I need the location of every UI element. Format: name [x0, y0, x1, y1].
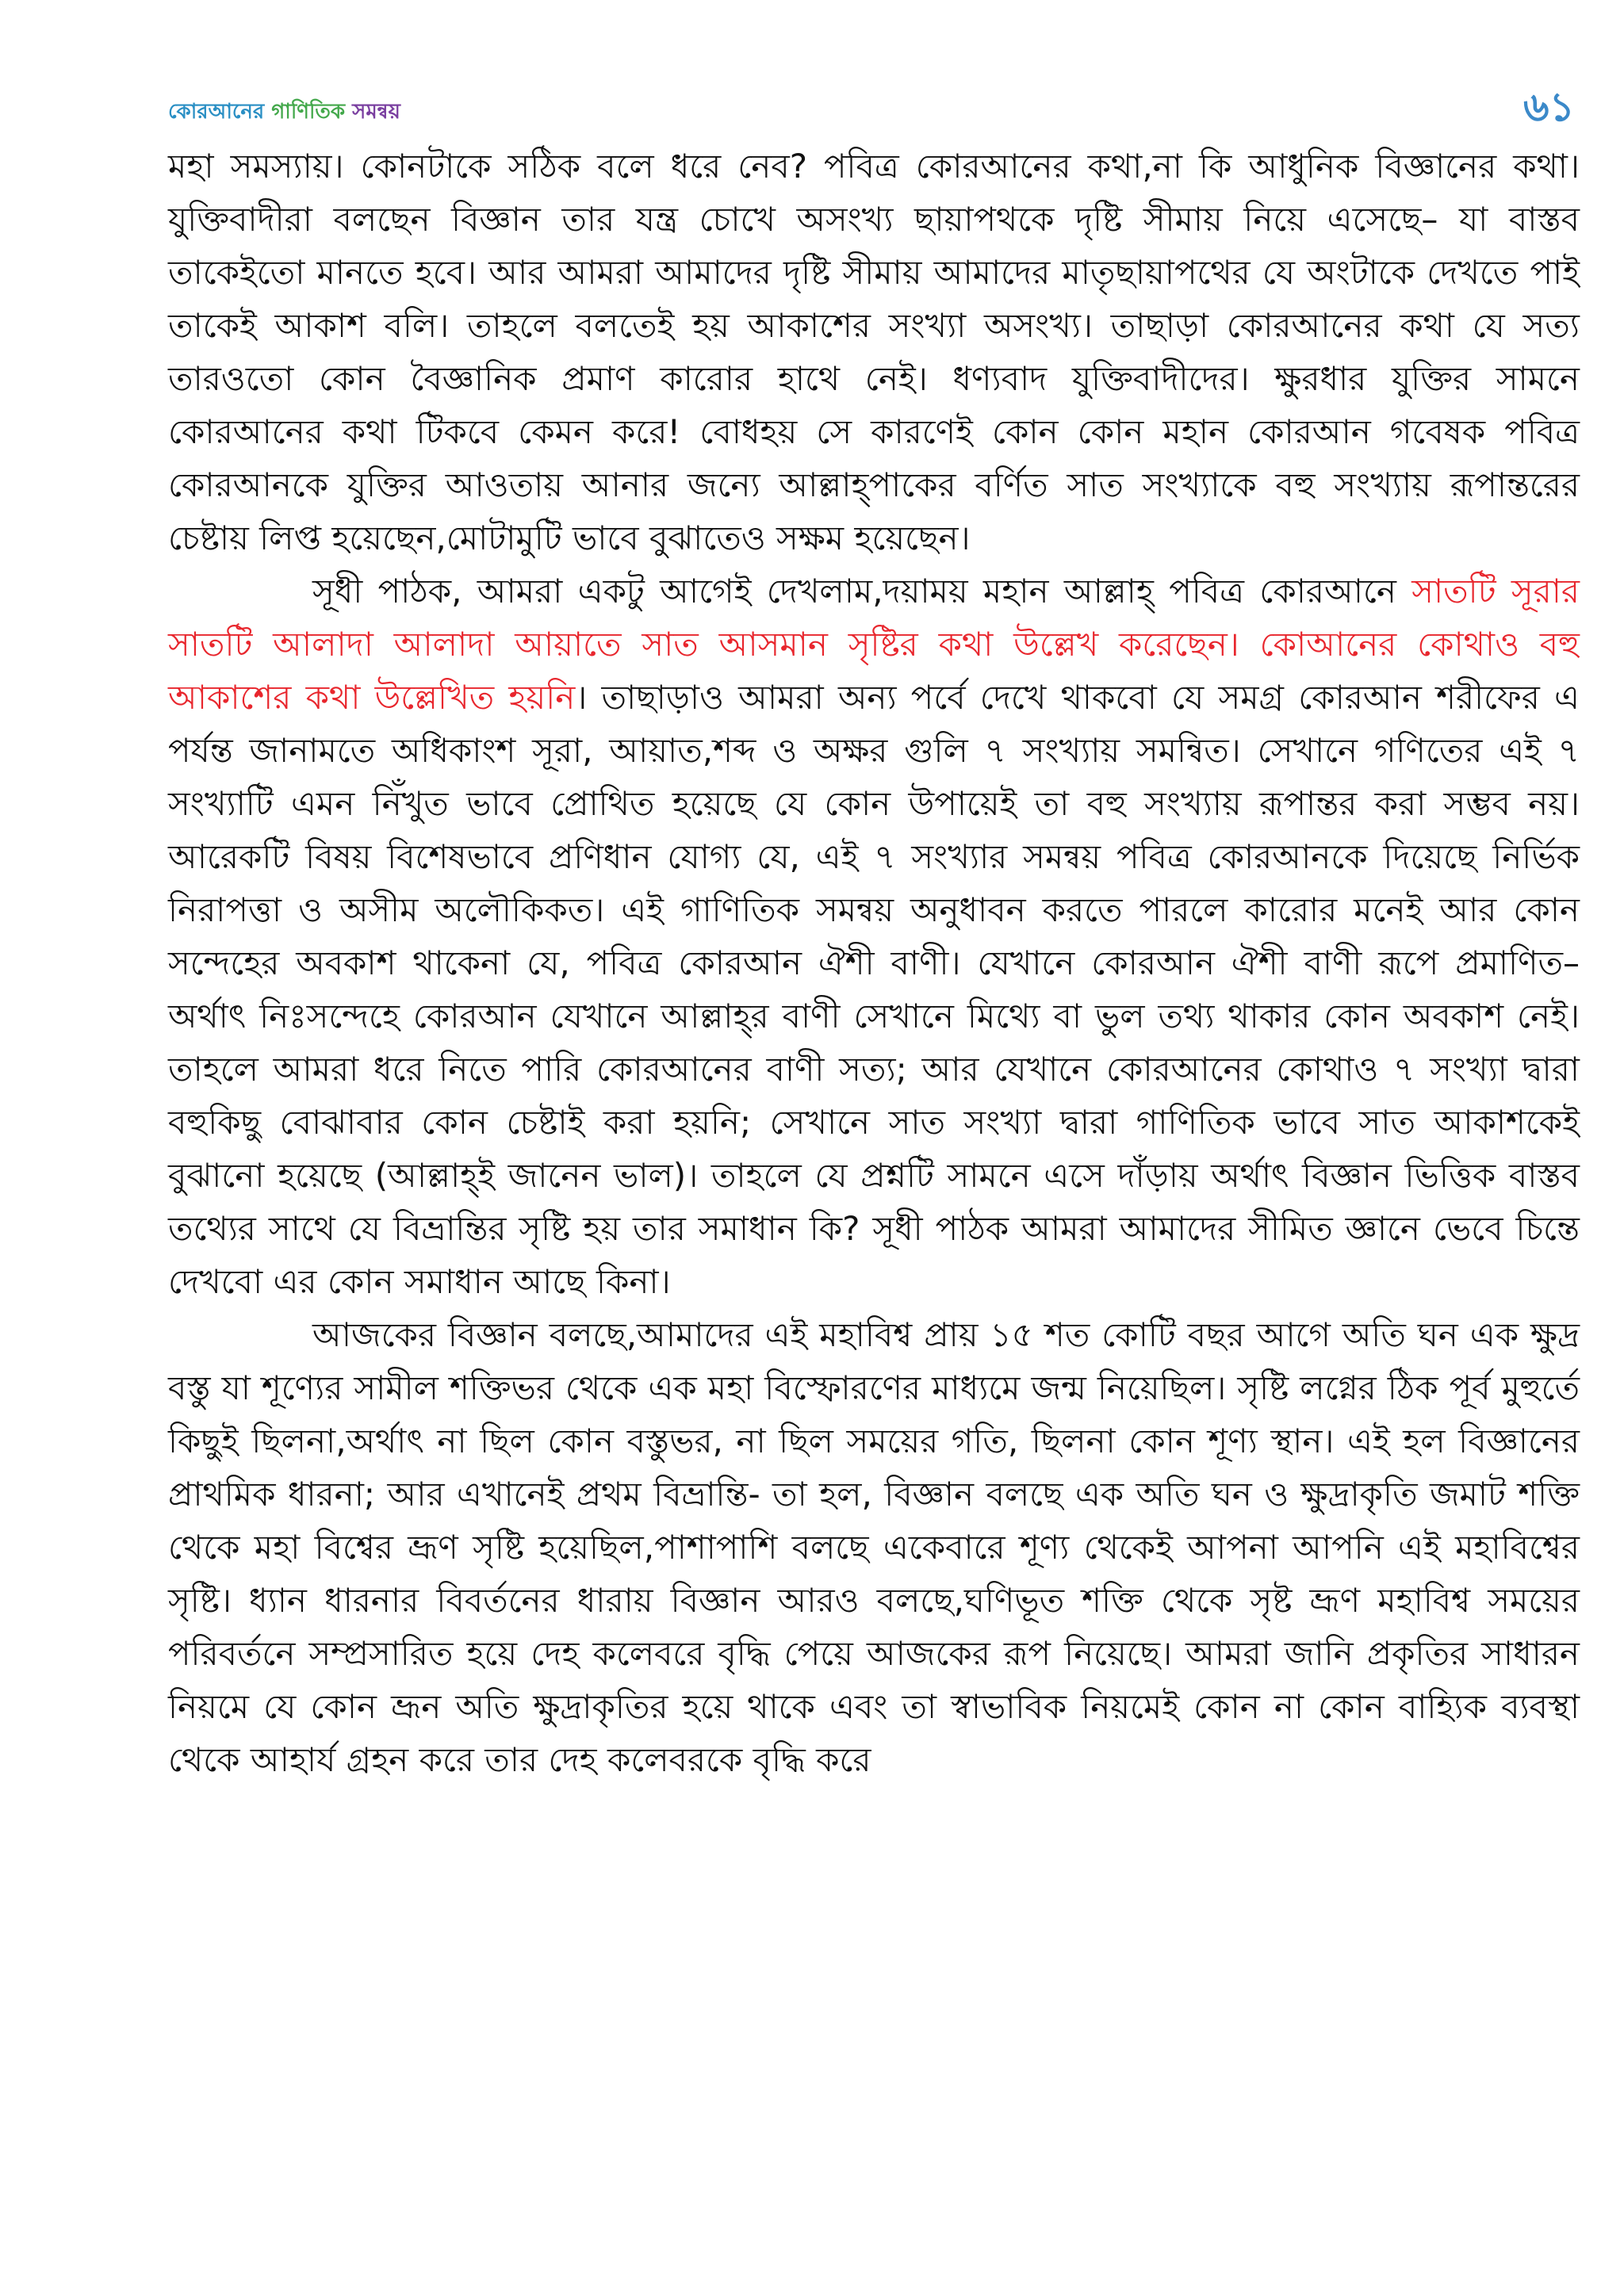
- paragraph-2-rest: । তাছাড়াও আমরা অন্য পর্বে দেখে থাকবো যে সমগ্র কোরআন শরীফের এ পর্যন্ত জানামতে অধিকাংশ সূরা, আয়াত,শব্দ ও অক্ষর গুলি ৭ সংখ্যায় সমন্বিত। সেখানে গণিতের এই ৭ সংখ্যাটি এমন নিঁখুত ভাবে প্রোথিত হয়েছে যে কোন উপায়েই তা বহু সংখ্যায় রূপান্তর করা সম্ভব নয়। আরেকটি বিষয় বিশেষভাবে প্রণিধান যোগ্য যে, এই ৭ সংখ্যার সমন্বয় পবিত্র কোরআনকে দিয়েছে নির্ভিক নিরাপত্তা ও অসীম অলৌকিকত। এই গাণিতিক সমন্বয় অনুধাবন করতে পারলে কারোর মনেই আর কোন সন্দেহের অবকাশ থাকেনা যে, পবিত্র কোরআন ঐশী বাণী। যেখানে কোরআন ঐশী বাণী রূপে প্রমাণিত– অর্থাৎ নিঃসন্দেহে কোরআন যেখানে আল্লাহ্‌র বাণী সেখানে মিথ্যে বা ভুল তথ্য থাকার কোন অবকাশ নেই। তাহলে আমরা ধরে নিতে পারি কোরআনের বাণী সত্য; আর যেখানে কোরআনের কোথাও ৭ সংখ্যা দ্বারা বহুকিছু বোঝাবার কোন চেষ্টাই করা হয়নি; সেখানে সাত সংখ্যা দ্বারা গাণিতিক ভাবে সাত আকাশকেই বুঝানো হয়েছে (আল্লাহ্‌ই জানেন ভাল)। তাহলে যে প্রশ্নটি সামনে এসে দাঁড়ায় অর্থাৎ বিজ্ঞান ভিত্তিক বাস্তব তথ্যের সাথে যে বিভ্রান্তির সৃষ্টি হয় তার সমাধান কি? সূধী পাঠক আমরা আমাদের সীমিত জ্ঞানে ভেবে চিন্তে দেখবো এর কোন সমাধান আছে কিনা।: [168, 678, 1580, 1301]
- header-title-part-3: সমন্বয়: [352, 100, 400, 124]
- page-number: ৬১: [1523, 84, 1575, 130]
- paragraph-3: আজকের বিজ্ঞান বলছে,আমাদের এই মহাবিশ্ব প্রায় ১৫ শত কোটি বছর আগে অতি ঘন এক ক্ষুদ্র বস্তু যা শূণ্যের সামীল শক্তিভর থেকে এক মহা বিস্ফোরণের মাধ্যমে জন্ম নিয়েছিল। সৃষ্টি লগ্নের ঠিক পূর্ব মুহুর্তে কিছুই ছিলনা,অর্থাৎ না ছিল কোন বস্তুভর, না ছিল সময়ের গতি, ছিলনা কোন শূণ্য স্থান। এই হল বিজ্ঞানের প্রাথমিক ধারনা; আর এখানেই প্রথম বিভ্রান্তি- তা হল, বিজ্ঞান বলছে এক অতি ঘন ও ক্ষুদ্রাকৃতি জমাট শক্তি থেকে মহা বিশ্বের ভ্রূণ সৃষ্টি হয়েছিল,পাশাপাশি বলছে একেবারে শূণ্য থেকেই আপনা আপনি এই মহাবিশ্বের সৃষ্টি। ধ্যান ধারনার বিবর্তনের ধারায় বিজ্ঞান আরও বলছে,ঘণিভূত শক্তি থেকে সৃষ্ট ভ্রূণ মহাবিশ্ব সময়ের পরিবর্তনে সম্প্রসারিত হয়ে দেহ কলেবরে বৃদ্ধি পেয়ে আজকের রূপ নিয়েছে। আমরা জানি প্রকৃতির সাধারন নিয়মে যে কোন ভ্রূন অতি ক্ষুদ্রাকৃতির হয়ে থাকে এবং তা স্বাভাবিক নিয়মেই কোন না কোন বাহ্যিক ব্যবস্থা থেকে আহার্য গ্রহন করে তার দেহ কলেবরকে বৃদ্ধি করে: [168, 1315, 1580, 1779]
- paragraph-2: [168, 564, 1580, 1308]
- highlighted-sentence: সাতটি সূরার সাতটি আলাদা আলাদা আয়াতে সাত আসমান সৃষ্টির কথা উল্লেখ করেছেন। কোআনের কোথাও বহু আকাশের কথা উল্লেখিত হয়নি: [168, 572, 1580, 717]
- header-title-part-1: কোরআনের: [168, 100, 272, 124]
- paragraph-2-lead: সূধী পাঠক, আমরা একটু আগেই দেখলাম,দয়াময় মহান আল্লাহ্‌ পবিত্র কোরআনে: [312, 572, 1412, 610]
- header-title-part-2: গাণিতিক: [271, 100, 353, 124]
- running-header-title: [168, 95, 400, 130]
- paragraph-1: মহা সমস্যায়। কোনটাকে সঠিক বলে ধরে নেব? পবিত্র কোরআনের কথা,না কি আধুনিক বিজ্ঞানের কথা। যুক্তিবাদীরা বলছেন বিজ্ঞান তার যন্ত্র চোখে অসংখ্য ছায়াপথকে দৃষ্টি সীমায় নিয়ে এসেছে– যা বাস্তব তাকেইতো মানতে হবে। আর আমরা আমাদের দৃষ্টি সীমায় আমাদের মাতৃছায়াপথের যে অংটাকে দেখতে পাই তাকেই আকাশ বলি। তাহলে বলতেই হয় আকাশের সংখ্যা অসংখ্য। তাছাড়া কোরআনের কথা যে সত্য তারওতো কোন বৈজ্ঞানিক প্রমাণ কারোর হাথে নেই। ধণ্যবাদ যুক্তিবাদীদের। ক্ষুরধার যুক্তির সামনে কোরআনের কথা টিকবে কেমন করে! বোধহয় সে কারণেই কোন কোন মহান কোরআন গবেষক পবিত্র কোরআনকে যুক্তির আওতায় আনার জন্যে আল্লাহ্‌পাকের বর্ণিত সাত সংখ্যাকে বহু সংখ্যায় রূপান্তরের চেষ্টায় লিপ্ত হয়েছেন,মোটামুটি ভাবে বুঝাতেও সক্ষম হয়েছেন।: [168, 147, 1580, 557]
- body-text: [168, 140, 1580, 1786]
